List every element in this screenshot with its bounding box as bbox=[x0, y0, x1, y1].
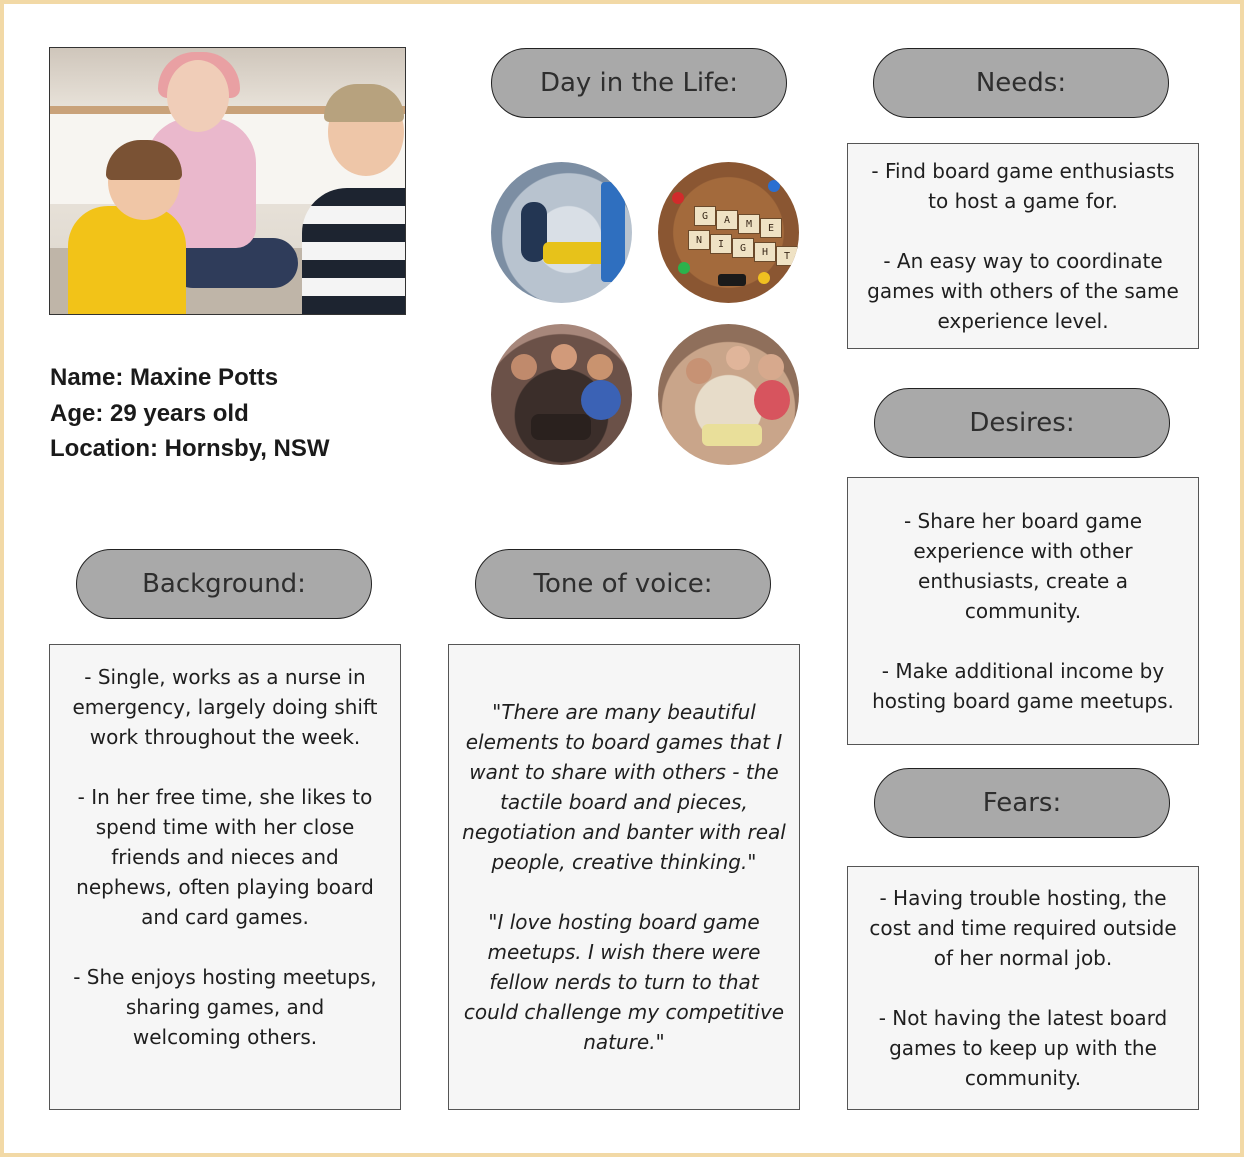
family-playing-board-game-image bbox=[658, 324, 799, 465]
fears-item: - Not having the latest board games to keep up with the community. bbox=[878, 1006, 1168, 1090]
desires-heading: Desires: bbox=[874, 388, 1170, 458]
profile-photo bbox=[49, 47, 406, 315]
desires-item: - Make additional income by hosting board game meetups. bbox=[872, 659, 1174, 713]
fears-item: - Having trouble hosting, the cost and time required outside of her normal job. bbox=[869, 886, 1177, 970]
desires-item: - Share her board game experience with other enthusiasts, create a community. bbox=[903, 509, 1143, 623]
background-item: - She enjoys hosting meetups, sharing games, and welcoming others. bbox=[73, 965, 377, 1049]
friends-playing-board-game-image bbox=[491, 324, 632, 465]
needs-item: - Find board game enthusiasts to host a game for. bbox=[871, 159, 1175, 213]
profile-info bbox=[50, 360, 410, 467]
tone-of-voice-box bbox=[448, 644, 800, 1110]
profile-location: Location: Hornsby, NSW bbox=[50, 435, 330, 462]
game-night-board-game-pieces-image: G A M E N I G H T bbox=[658, 162, 799, 303]
tone-quote: "I love hosting board game meetups. I wish there were fellow nerds to turn to that could challenge my competitive nature." bbox=[463, 910, 785, 1054]
profile-name: Name: Maxine Potts bbox=[50, 364, 279, 391]
tone-quote: "There are many beautiful elements to board games that I want to share with others - the tactile board and pieces, negotiation and banter with real people, creative thinking." bbox=[462, 700, 786, 874]
background-item: - Single, works as a nurse in emergency, largely doing shift work throughout the week. bbox=[72, 665, 378, 749]
needs-item: - An easy way to coordinate games with others of the same experience level. bbox=[867, 249, 1179, 333]
profile-age: Age: 29 years old bbox=[50, 399, 249, 427]
needs-heading: Needs: bbox=[873, 48, 1169, 118]
background-box bbox=[49, 644, 401, 1110]
fears-box bbox=[847, 866, 1199, 1110]
background-heading: Background: bbox=[76, 549, 372, 619]
tone-of-voice-heading: Tone of voice: bbox=[475, 549, 771, 619]
hospital-nurse-image bbox=[491, 162, 632, 303]
fears-heading: Fears: bbox=[874, 768, 1170, 838]
needs-box bbox=[847, 143, 1199, 349]
day-in-life-heading: Day in the Life: bbox=[491, 48, 787, 118]
desires-box bbox=[847, 477, 1199, 745]
background-item: - In her free time, she likes to spend time with her close friends and nieces and nephews, often playing board and card games. bbox=[76, 785, 374, 929]
